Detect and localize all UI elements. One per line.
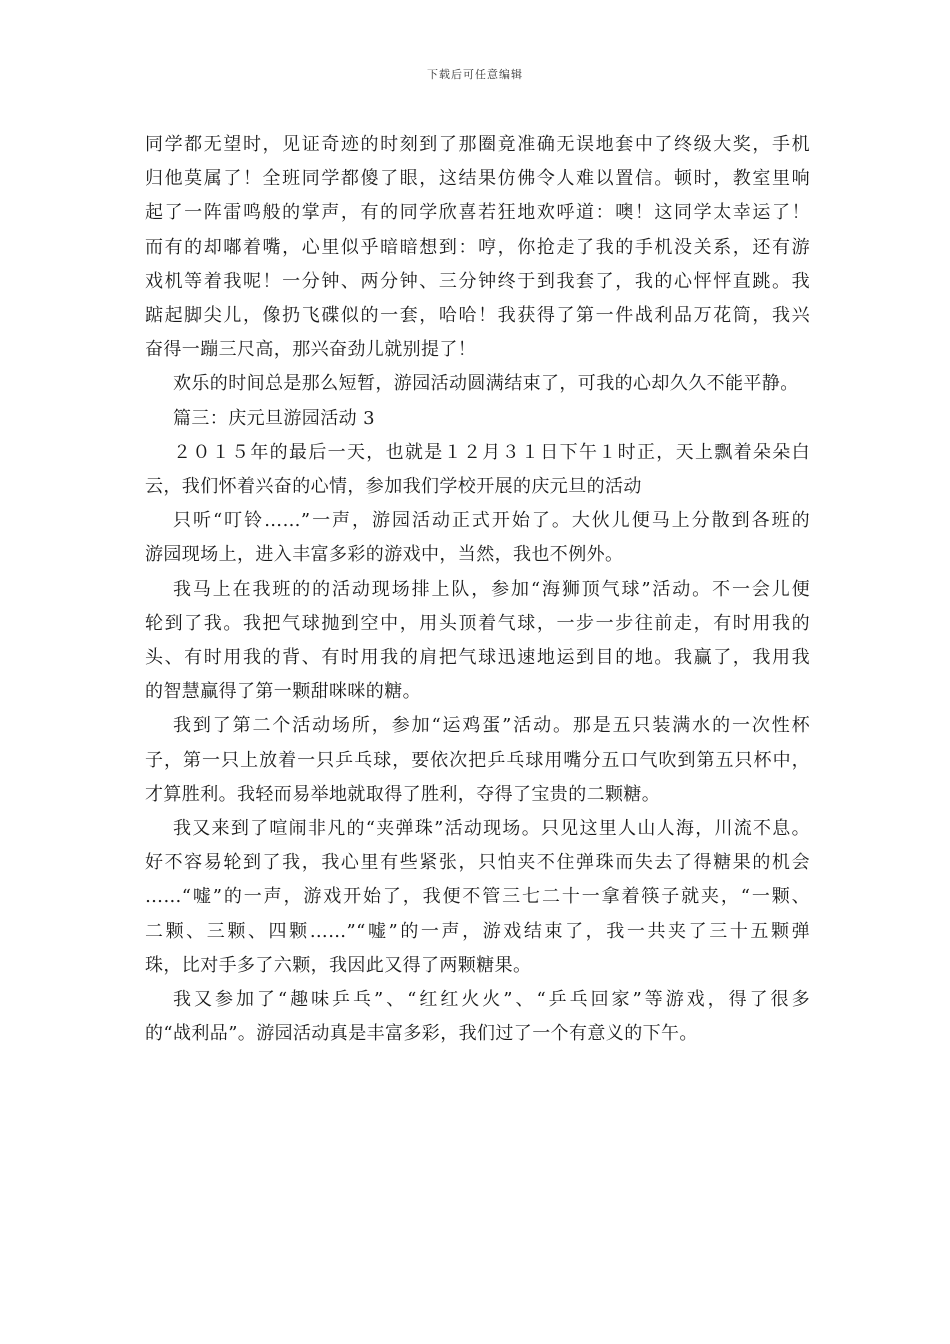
- text-line: 的智慧赢得了第一颗甜咪咪的糖。: [145, 681, 421, 703]
- text-line: 欢乐的时间总是那么短暂，游园活动圆满结束了，可我的心却久久不能平静。: [173, 373, 799, 395]
- text-line: 二颗、三颗、四颗……”“嘘”的一声，游戏结束了，我一共夹了三十五颗弹: [145, 920, 810, 942]
- text-line: ２０１５年的最后一天，也就是１２月３１日下午１时正，天上飘着朵朵白: [173, 441, 810, 463]
- text-line: 子，第一只上放着一只乒乓球，要依次把乒乓球用嘴分五口气吹到第五只杯中，: [145, 749, 810, 771]
- text-line: 好不容易轮到了我，我心里有些紧张，只怕夹不住弹珠而失去了得糖果的机会: [145, 852, 810, 874]
- text-line: ……“嘘”的一声，游戏开始了，我便不管三七二十一拿着筷子就夹，“一颗、: [145, 886, 810, 908]
- text-line: 只听“叮铃……”一声，游园活动正式开始了。大伙儿便马上分散到各班的: [173, 510, 810, 532]
- text-line: 才算胜利。我轻而易举地就取得了胜利，夺得了宝贵的二颗糖。: [145, 783, 661, 805]
- document-body: [145, 128, 810, 1051]
- text-line: 归他莫属了！全班同学都傻了眼，这结果仿佛令人难以置信。顿时，教室里响: [145, 168, 810, 190]
- text-line: 起了一阵雷鸣般的掌声，有的同学欣喜若狂地欢呼道：噢！这同学太幸运了！: [145, 202, 810, 224]
- text-line: 踮起脚尖儿，像扔飞碟似的一套，哈哈！我获得了第一件战利品万花筒，我兴: [145, 305, 810, 327]
- text-line: 同学都无望时，见证奇迹的时刻到了那圈竟准确无误地套中了终级大奖，手机: [145, 134, 810, 155]
- header-note: 下载后可任意编辑: [427, 68, 523, 81]
- text-line: 云，我们怀着兴奋的心情，参加我们学校开展的庆元旦的活动: [145, 476, 642, 498]
- text-line: 篇三：庆元旦游园活动 3: [173, 407, 375, 429]
- text-line: 戏机等着我呢！一分钟、两分钟、三分钟终于到我套了，我的心怦怦直跳。我: [145, 270, 810, 292]
- text-line: 我到了第二个活动场所，参加“运鸡蛋”活动。那是五只装满水的一次性杯: [173, 715, 810, 737]
- text-line: 而有的却嘟着嘴，心里似乎暗暗想到：哼，你抢走了我的手机没关系，还有游: [145, 236, 810, 258]
- text-line: 头、有时用我的背、有时用我的肩把气球迅速地运到目的地。我赢了，我用我: [145, 647, 810, 669]
- text-line: 我马上在我班的的活动现场排上队，参加“海狮顶气球”活动。不一会儿便: [173, 578, 810, 600]
- text-line: 游园现场上，进入丰富多彩的游戏中，当然，我也不例外。: [145, 544, 624, 566]
- text-line: 珠，比对手多了六颗，我因此又得了两颗糖果。: [145, 954, 532, 976]
- text-line: 轮到了我。我把气球抛到空中，用头顶着气球，一步一步往前走，有时用我的: [145, 612, 810, 634]
- text-line: 奋得一蹦三尺高，那兴奋劲儿就别提了！: [145, 339, 477, 361]
- text-line: 我又来到了喧闹非凡的“夹弹珠”活动现场。只见这里人山人海，川流不息。: [173, 818, 810, 840]
- text-line: 的“战利品”。游园活动真是丰富多彩，我们过了一个有意义的下午。: [145, 1023, 698, 1045]
- text-line: 我又参加了“趣味乒乓”、“红红火火”、“乒乓回家”等游戏，得了很多: [173, 989, 810, 1011]
